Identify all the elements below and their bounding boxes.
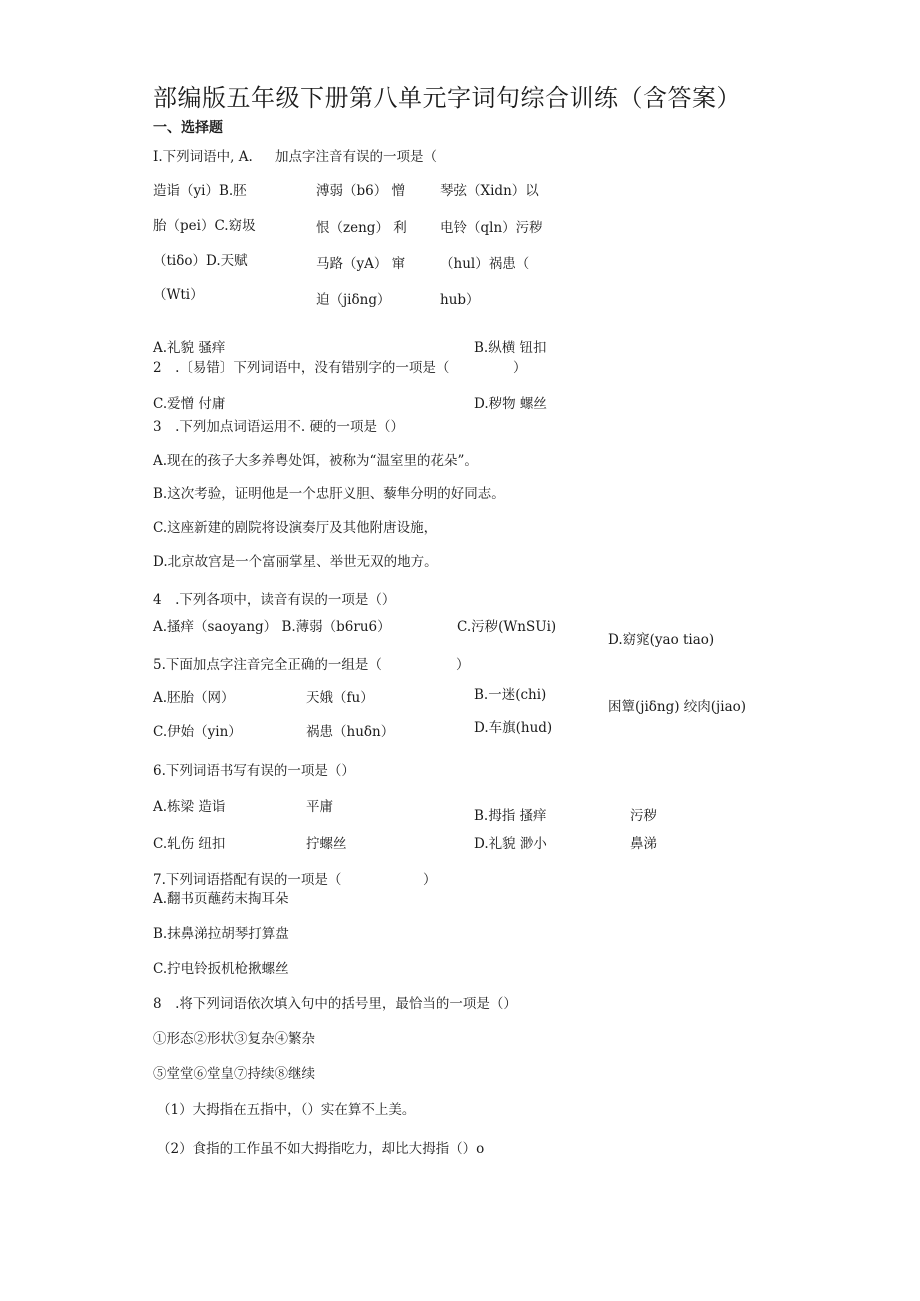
q6-option-c-1: C.轧伤 纽扣	[153, 836, 226, 852]
q6-stem: 6.下列词语书写有误的一项是（）	[153, 763, 355, 779]
q6-option-d-1: D.礼貌 渺小	[474, 836, 547, 852]
q3-option-c: C.这座新建的剧院将设演奏厅及其他附唐设施，	[153, 520, 438, 536]
q1-col1-line: （Wti）	[153, 287, 204, 303]
q2-option-b: B.纵横 钮扣	[474, 340, 547, 356]
q5-option-c-1: C.伊始（yin）	[153, 724, 242, 740]
q1-col1-line: 胎（pei）C.窈圾	[153, 218, 256, 234]
q3-stem: 3 .下列加点词语运用不. 硬的一项是（）	[153, 419, 404, 435]
q1-col1-line: （tiδo）D.天赋	[153, 253, 248, 269]
q1-stem-cont: 加点字注音有误的一项是（	[275, 149, 437, 165]
q5-option-c-2: 祸患（huδn）	[306, 724, 395, 740]
q2-stem-end: ）	[513, 360, 527, 376]
q7-option-a: A.翻书页蘸药末掏耳朵	[153, 891, 289, 907]
q1-col3-line: （hul）祸患（	[440, 256, 530, 272]
q3-option-d: D.北京故宫是一个富丽掌星、举世无双的地方。	[153, 554, 438, 570]
q5-option-a-2: 天娥（fu）	[306, 690, 374, 706]
q6-option-a-2: 平庸	[306, 799, 333, 815]
q1-col1-line: 造诣（yi）B.胚	[153, 183, 247, 199]
q4-stem: 4 .下列各项中，读音有误的一项是（）	[153, 592, 396, 608]
q8-sentence-2: （2）食指的工作虽不如大拇指吃力，却比大拇指（）o	[157, 1141, 485, 1157]
q4-option-c: C.污秽(WnSUi)	[457, 619, 557, 635]
section-heading: 一、选择题	[153, 120, 223, 136]
q3-option-a: A.现在的孩子大多养粤处饵，被称为“温室里的花朵”。	[153, 453, 478, 469]
q6-option-b-1: B.拇指 搔痒	[474, 808, 547, 824]
q7-option-b: B.抹鼻涕拉胡琴打算盘	[153, 926, 289, 942]
q8-word-list-1: ①形态②形状③复杂④繁杂	[153, 1031, 315, 1047]
q5-option-b: B.一迷(chi)	[474, 687, 547, 703]
q2-stem: 2 .〔易错〕下列词语中，没有错别字的一项是（	[153, 360, 450, 376]
q5-option-d-right: 困簟(jiδng) 绞肉(jiao)	[608, 699, 747, 715]
q1-col3-line: hub）	[440, 292, 480, 308]
page-title: 部编版五年级下册第八单元字词句综合训练（含答案）	[153, 84, 741, 112]
q2-option-a: A.礼貌 骚痒	[153, 340, 226, 356]
q2-option-d: D.秽物 螺丝	[474, 396, 547, 412]
q6-option-b-2: 污秽	[630, 808, 657, 824]
q4-option-d: D.窈窕(yao tiao)	[608, 632, 715, 648]
q6-option-a-1: A.栋梁 造诣	[153, 799, 226, 815]
q1-col2-line: 溥弱（b6） 憎	[316, 183, 406, 199]
q7-option-c: C.拧电铃扳机枪揪螺丝	[153, 961, 289, 977]
q1-stem: I.下列词语中, A.	[153, 149, 253, 165]
q8-word-list-2: ⑤堂堂⑥堂皇⑦持续⑧继续	[153, 1066, 315, 1082]
q7-stem: 7.下列词语搭配有误的一项是（	[153, 872, 342, 888]
q5-stem: 5.下面加点字注音完全正确的一组是（	[153, 657, 382, 673]
q1-col2-line: 马路（yA） 窜	[316, 256, 406, 272]
q6-option-d-2: 鼻涕	[630, 836, 657, 852]
q7-stem-end: ）	[423, 872, 437, 888]
q8-sentence-1: （1）大拇指在五指中，（）实在算不上美。	[157, 1102, 416, 1118]
q8-stem: 8 .将下列词语依次填入句中的括号里，最恰当的一项是（）	[153, 996, 517, 1012]
q1-col3-line: 琴弦（Xidn）以	[440, 183, 539, 199]
q6-option-c-2: 拧螺丝	[306, 836, 347, 852]
q5-option-d: D.车旗(hud)	[474, 720, 553, 736]
q1-col2-line: 迫（jiδng）	[316, 292, 391, 308]
q5-option-a-1: A.胚胎（网）	[153, 690, 235, 706]
q3-option-b: B.这次考验，证明他是一个忠肝义胆、藜隼分明的好同志。	[153, 486, 505, 502]
q1-col3-line: 电铃（qln）污秽	[440, 220, 543, 236]
q1-col2-line: 恨（zeng） 利	[316, 220, 407, 236]
q2-option-c: C.爱憎 付庸	[153, 396, 226, 412]
q4-options-ab: A.搔痒（saoyang） B.薄弱（b6ru6）	[153, 619, 391, 635]
q5-stem-end: ）	[456, 657, 470, 673]
